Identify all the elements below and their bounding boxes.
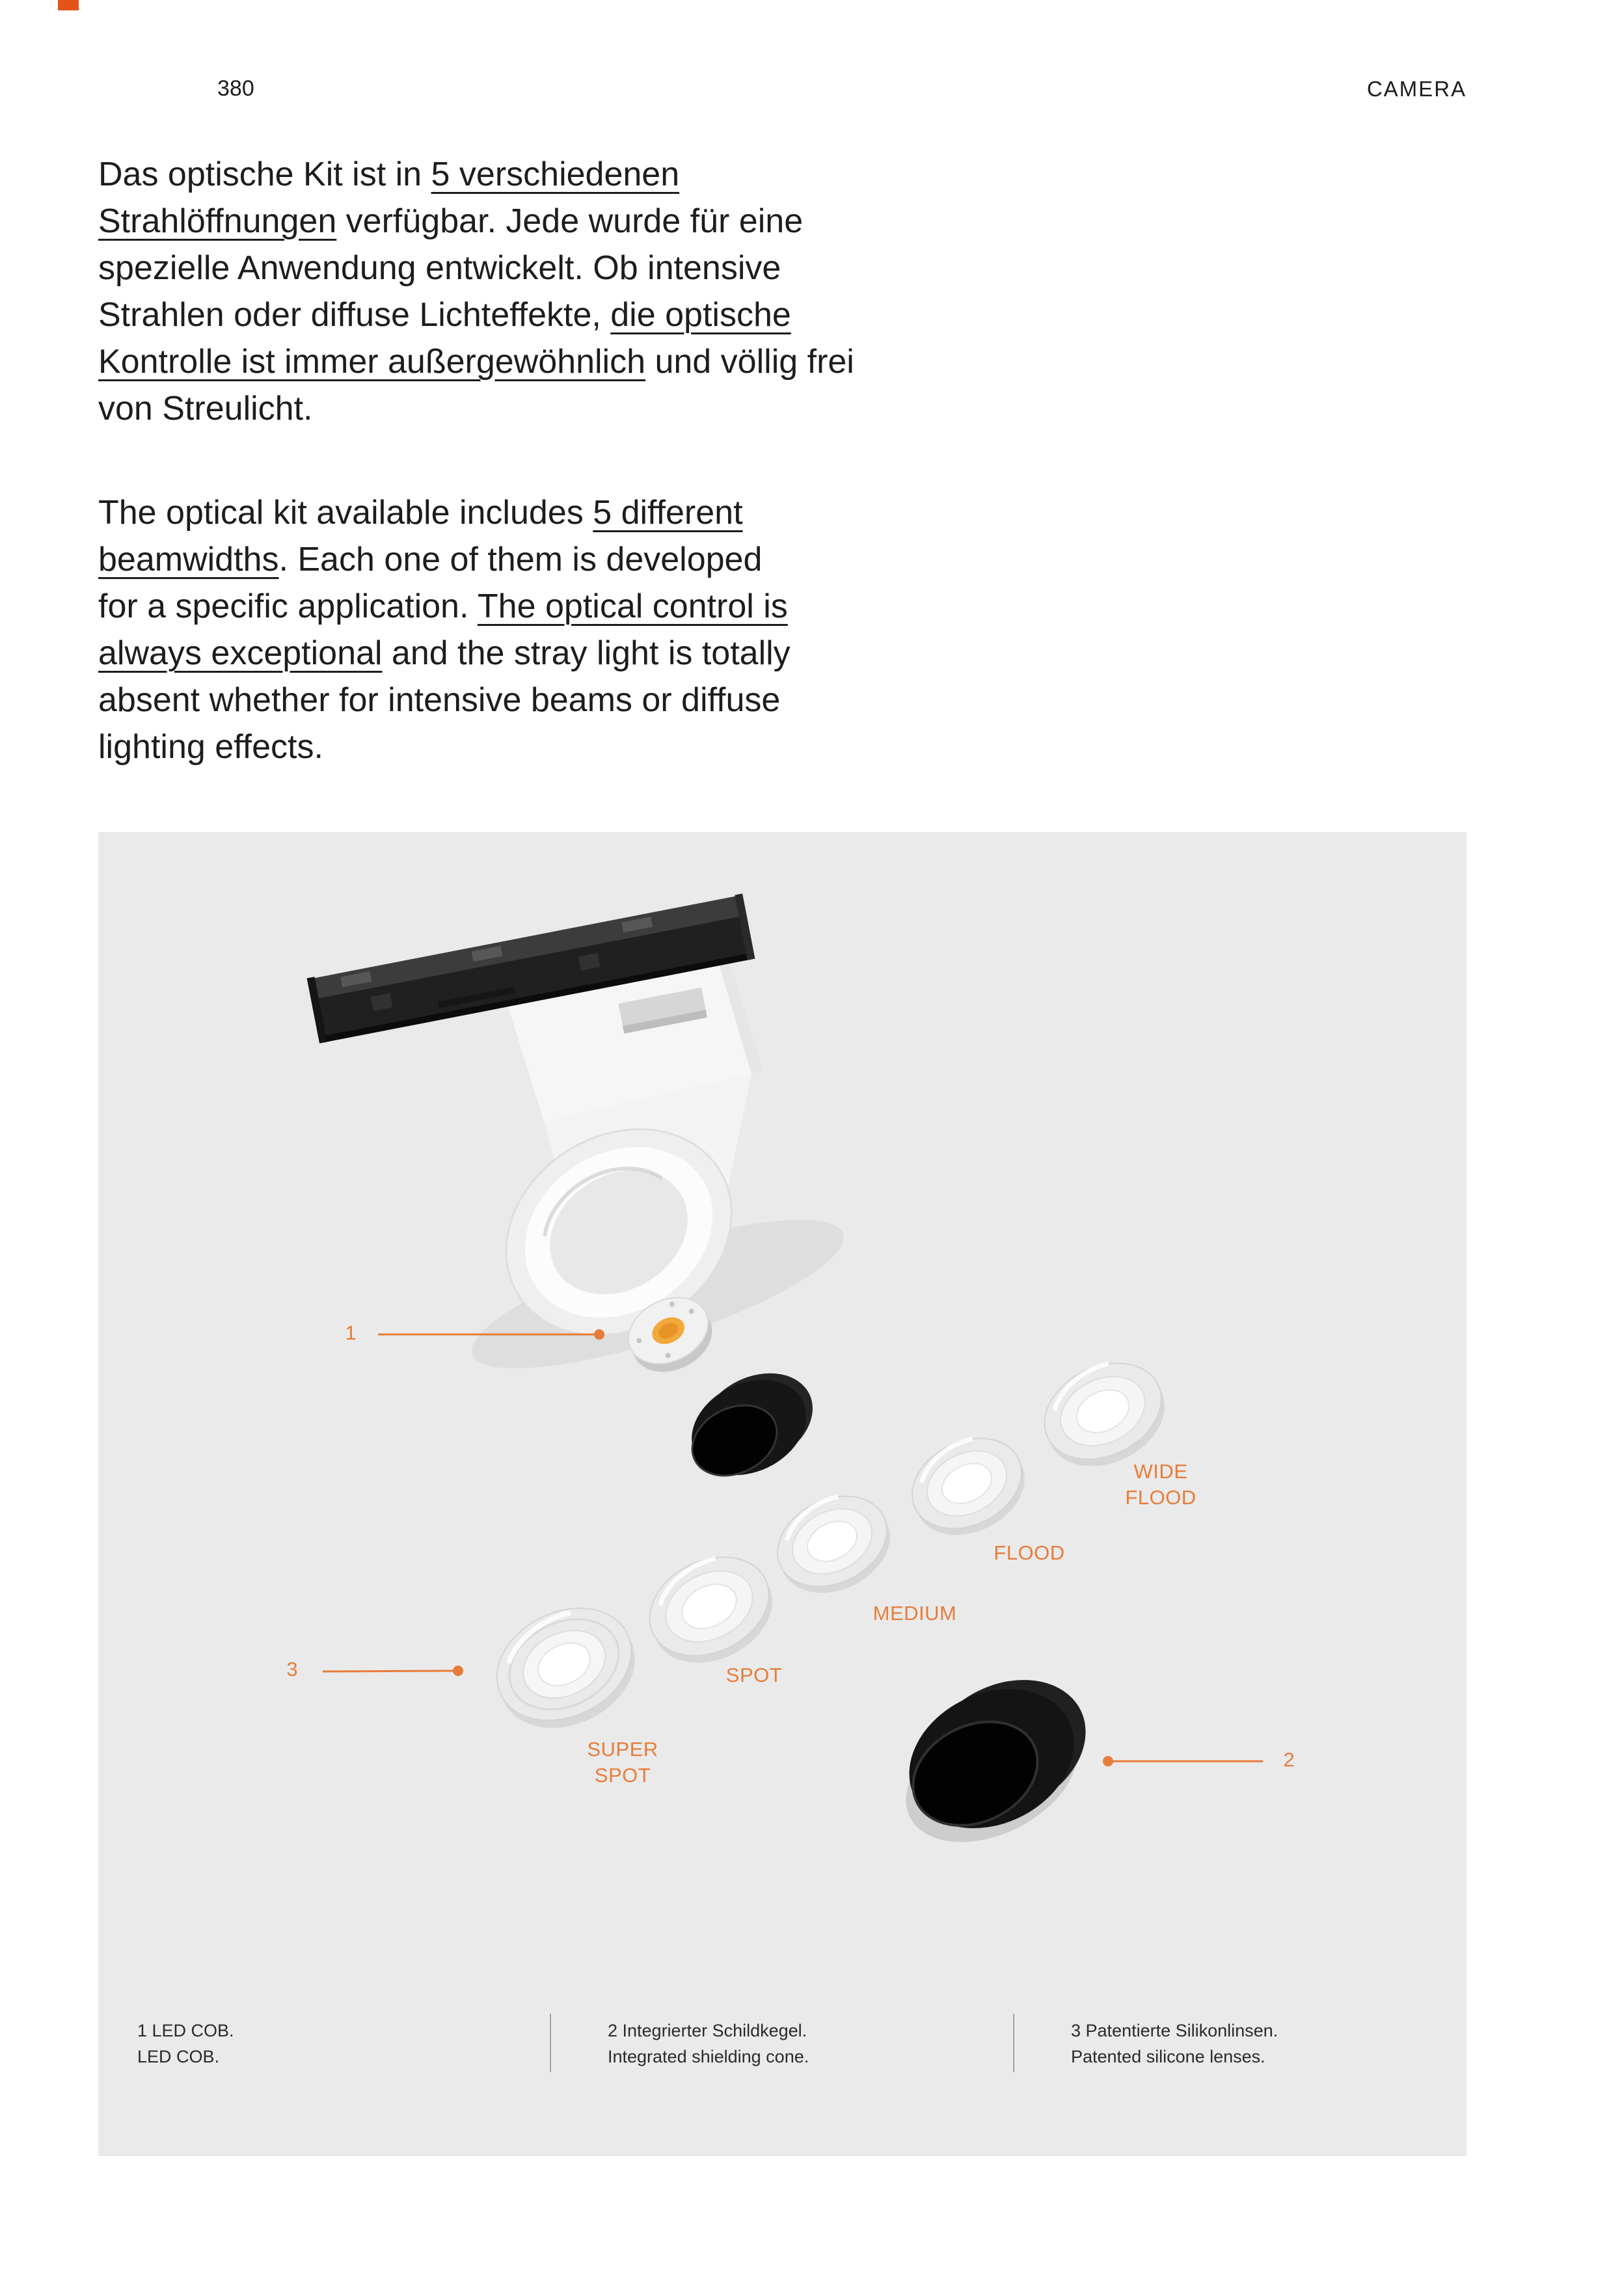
callout-2-cone: 2 bbox=[1283, 1748, 1295, 1771]
caption-divider bbox=[550, 2014, 551, 2072]
label-spot: SPOT bbox=[725, 1664, 783, 1686]
caption-shielding-cone-en: Integrated shielding cone. bbox=[608, 2047, 809, 2066]
intro-paragraph-english: The optical kit available includes 5 different beamwidths. Each one of them is developed for a specific application. The optical control is always exceptional and the stray light is totally absent whether for intensive beams or diffuse lighting effects. bbox=[98, 494, 791, 766]
lens-flood-graphic bbox=[897, 1421, 1040, 1552]
optics-exploded-figure bbox=[98, 832, 1467, 2156]
caption-led-cob-de: 1 LED COB. bbox=[137, 2021, 234, 2040]
label-flood: FLOOD bbox=[994, 1541, 1065, 1564]
caption-silicone-lenses bbox=[1071, 2018, 1278, 2070]
page-edge-marker bbox=[58, 0, 79, 10]
lens-medium-graphic bbox=[763, 1479, 905, 1610]
label-wide-flood: WIDE FLOOD bbox=[1125, 1460, 1197, 1509]
caption-led-cob bbox=[137, 2018, 234, 2070]
brand-title: CAMERA bbox=[1366, 77, 1467, 101]
callout-1-led: 1 bbox=[345, 1321, 357, 1344]
label-medium: MEDIUM bbox=[873, 1602, 957, 1625]
label-super-spot: SUPER SPOT bbox=[587, 1738, 658, 1787]
shielding-cone-large-graphic bbox=[885, 1655, 1109, 1869]
exploded-view-illustration bbox=[98, 832, 1467, 2156]
shielding-cone-small-graphic bbox=[676, 1355, 828, 1493]
caption-silicone-lenses-en: Patented silicone lenses. bbox=[1071, 2047, 1265, 2066]
caption-shielding-cone-de: 2 Integrierter Schildkegel. bbox=[608, 2021, 807, 2040]
caption-divider bbox=[1013, 2014, 1014, 2072]
callout-3-lens: 3 bbox=[286, 1658, 298, 1681]
caption-led-cob-en: LED COB. bbox=[137, 2047, 220, 2066]
intro-paragraph-german: Das optische Kit ist in 5 verschiedenen Strahlöffnungen verfügbar. Jede wurde für eine spezielle Anwendung entwickelt. Ob intensive Strahlen oder diffuse Lichteffekte, die optische Kontrolle ist immer außergewöhnlich und völlig frei von Streulicht. bbox=[98, 155, 854, 427]
caption-shielding-cone bbox=[608, 2018, 809, 2070]
page-number: 380 bbox=[217, 76, 254, 101]
lens-super-spot-graphic bbox=[478, 1587, 654, 1750]
lens-spot-graphic bbox=[633, 1538, 789, 1682]
caption-silicone-lenses-de: 3 Patentierte Silikonlinsen. bbox=[1071, 2021, 1279, 2040]
